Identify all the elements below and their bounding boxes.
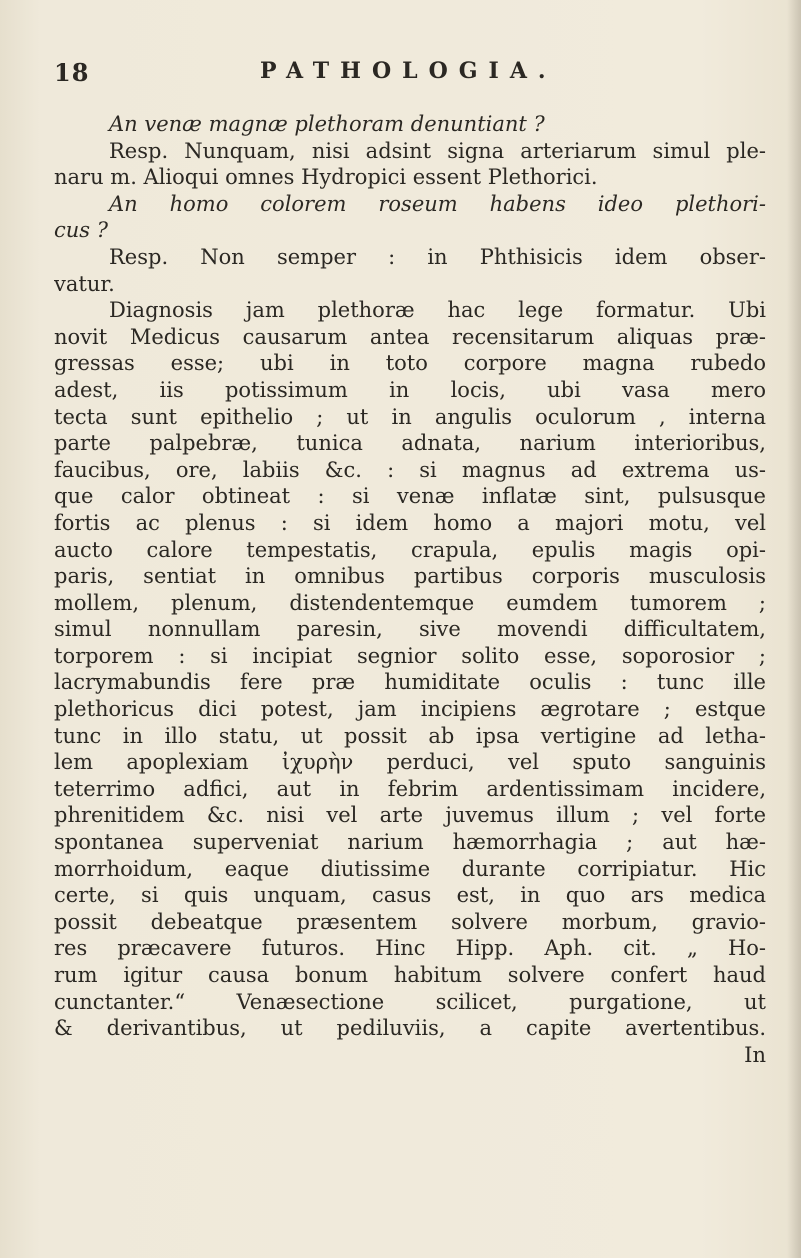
text-line: parte palpebræ, tunica adnata, narium interioribus, [54,431,766,456]
text-line: In [744,1042,766,1067]
text-line: res præcavere futuros. Hinc Hipp. Aph. cit. „ Ho- [54,936,766,961]
running-title: PATHOLOGIA. [260,58,557,84]
page-number: 18 [54,58,90,87]
body-text [54,111,766,1068]
text-line: simul nonnullam paresin, sive movendi difficultatem, [54,617,766,642]
text-line: fortis ac plenus : si idem homo a majori motu, vel [54,510,766,535]
text-line: teterrimo adfici, aut in febrim ardentissimam incidere, [54,776,766,801]
page-edge-shadow [787,0,801,1258]
text-line: spontanea superveniat narium hæmorrhagia ; aut hæ- [54,830,766,855]
text-line: que calor obtineat : si venæ inflatæ sint, pulsusque [54,484,766,509]
text-line: Resp. Nunquam, nisi adsint signa arteriarum simul ple- [109,138,766,163]
page-header [54,58,754,92]
text-line: mollem, plenum, distendentemque eumdem tumorem ; [54,590,766,615]
text-line: tunc in illo statu, ut possit ab ipsa vertigine ad letha- [54,723,766,748]
text-line: paris, sentiat in omnibus partibus corporis musculosis [54,564,766,589]
text-line: lacrymabundis fere præ humiditate oculis : tunc ille [54,670,766,695]
text-line: & derivantibus, ut pediluviis, a capite avertentibus. [54,1016,766,1041]
text-line: faucibus, ore, labiis &c. : si magnus ad extrema us- [54,457,766,482]
text-line: rum igitur causa bonum habitum solvere confert haud [54,963,766,987]
text-line: possit debeatque præsentem solvere morbum, gravio- [54,909,766,934]
text-line: tecta sunt epithelio ; ut in angulis oculorum , interna [54,404,766,429]
text-line: aucto calore tempestatis, crapula, epulis magis opi- [54,537,766,562]
text-line: vatur. [54,271,115,296]
text-line: gressas esse; ubi in toto corpore magna rubedo [54,351,766,376]
text-line: certe, si quis unquam, casus est, in quo ars medica [54,883,766,908]
text-line: An homo colorem roseum habens ideo plethori- [109,191,766,216]
text-line: lem apoplexiam ἰχυρὴν perduci, vel sputo sanguinis [54,750,766,775]
text-line: naru m. Alioqui omnes Hydropici essent Plethorici. [54,165,598,190]
text-line: novit Medicus causarum antea recensitarum aliquas præ- [54,324,766,349]
text-line: An venæ magnæ plethoram denuntiant ? [109,112,545,136]
text-line: morrhoidum, eaque diutissime durante corripiatur. Hic [54,856,766,881]
text-line: adest, iis potissimum in locis, ubi vasa mero [54,377,766,402]
text-line: cus ? [54,218,108,243]
text-line: cunctanter.“ Venæsectione scilicet, purgatione, ut [54,989,766,1014]
text-line: Diagnosis jam plethoræ hac lege formatur. Ubi [109,298,766,323]
text-line: phrenitidem &c. nisi vel arte juvemus illum ; vel forte [54,803,766,828]
text-line: plethoricus dici potest, jam incipiens ægrotare ; estque [54,697,766,722]
text-line: Resp. Non semper : in Phthisicis idem obser- [109,244,766,269]
text-line: torporem : si incipiat segnior solito esse, soporosior ; [54,643,766,668]
